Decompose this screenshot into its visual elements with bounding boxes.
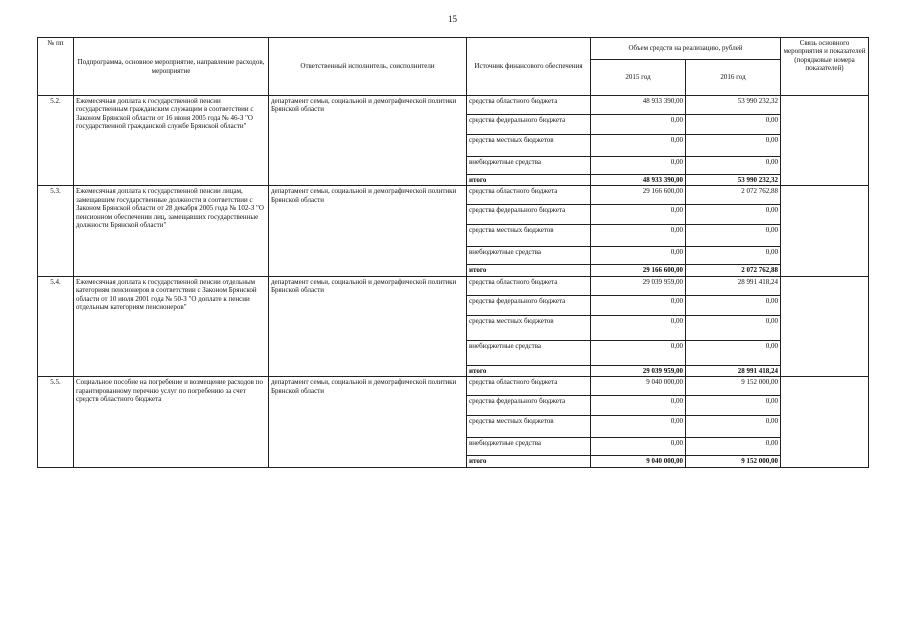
- source-offbudget: внебюджетные средства: [467, 157, 591, 175]
- source-federal: средства федерального бюджета: [467, 115, 591, 135]
- source-total: итого: [467, 456, 591, 467]
- amount-2015: 0,00: [591, 157, 686, 175]
- source-local: средства местных бюджетов: [467, 416, 591, 438]
- source-total: итого: [467, 175, 591, 186]
- amount-2016: 0,00: [686, 135, 781, 157]
- col-2015-header: 2015 год: [591, 60, 686, 96]
- source-federal: средства федерального бюджета: [467, 205, 591, 225]
- indicator-link: [781, 96, 869, 186]
- col-name-header: Подпрограмма, основное мероприятие, направление расходов, мероприятие: [74, 38, 269, 96]
- amount-2016: 0,00: [686, 115, 781, 135]
- total-2015: 29 039 959,00: [591, 365, 686, 376]
- amount-2015: 0,00: [591, 115, 686, 135]
- row-number: 5.3.: [38, 186, 74, 276]
- source-federal: средства федерального бюджета: [467, 295, 591, 315]
- amount-2016: 0,00: [686, 438, 781, 456]
- col-source-header: Источник финансового обеспечения: [467, 38, 591, 96]
- row-number: 5.4.: [38, 276, 74, 376]
- source-offbudget: внебюджетные средства: [467, 438, 591, 456]
- total-2016: 28 991 418,24: [686, 365, 781, 376]
- indicator-link: [781, 186, 869, 276]
- amount-2015: 0,00: [591, 340, 686, 365]
- measure-name: Социальное пособие на погребение и возмещение расходов по гарантированному перечню услуг по погребению за счет средств областного бюджета: [74, 377, 269, 467]
- amount-2015: 0,00: [591, 247, 686, 265]
- col-link-header: Связь основного мероприятия и показателей (порядковые номера показателей): [781, 38, 869, 96]
- col-executor-header: Ответственный исполнитель, соисполнители: [269, 38, 467, 96]
- amount-2016: 53 990 232,32: [686, 96, 781, 115]
- measure-name: Ежемесячная доплата к государственной пенсии государственным гражданским служащим в соответствии с Законом Брянской области от 16 июня 2005 года № 46-З "О государственной гражданской службе Брянской области": [74, 96, 269, 186]
- row-number: 5.5.: [38, 377, 74, 467]
- col-2016-header: 2016 год: [686, 60, 781, 96]
- header-row: [38, 38, 869, 60]
- amount-2016: 0,00: [686, 416, 781, 438]
- total-2015: 48 933 390,00: [591, 175, 686, 186]
- amount-2015: 0,00: [591, 315, 686, 340]
- executor: департамент семьи, социальной и демографической политики Брянской области: [269, 96, 467, 186]
- amount-2015: 0,00: [591, 396, 686, 416]
- amount-2015: 0,00: [591, 135, 686, 157]
- table-row: [38, 96, 869, 115]
- amount-2016: 0,00: [686, 396, 781, 416]
- measure-name: Ежемесячная доплата к государственной пенсии лицам, замещавшим государственные должности в соответствии с Законом Брянской области от 28 декабря 2005 года № 102-З "О пенсионном обеспечении лиц, замещавших государственные должности Брянской области": [74, 186, 269, 276]
- amount-2016: 9 152 000,00: [686, 377, 781, 396]
- amount-2016: 0,00: [686, 225, 781, 247]
- indicator-link: [781, 377, 869, 467]
- source-regional: средства областного бюджета: [467, 377, 591, 396]
- amount-2015: 48 933 390,00: [591, 96, 686, 115]
- total-2016: 2 072 762,88: [686, 265, 781, 276]
- table-row: [38, 276, 869, 295]
- amount-2015: 29 039 959,00: [591, 276, 686, 295]
- col-amount-header: Объем средств на реализацию, рублей: [591, 38, 781, 60]
- amount-2016: 0,00: [686, 157, 781, 175]
- amount-2016: 0,00: [686, 315, 781, 340]
- total-2016: 53 990 232,32: [686, 175, 781, 186]
- amount-2015: 9 040 000,00: [591, 377, 686, 396]
- amount-2016: 0,00: [686, 247, 781, 265]
- amount-2016: 0,00: [686, 340, 781, 365]
- indicator-link: [781, 276, 869, 376]
- source-total: итого: [467, 365, 591, 376]
- amount-2015: 0,00: [591, 205, 686, 225]
- amount-2015: 0,00: [591, 295, 686, 315]
- amount-2016: 0,00: [686, 295, 781, 315]
- amount-2016: 28 991 418,24: [686, 276, 781, 295]
- table-row: [38, 186, 869, 205]
- source-total: итого: [467, 265, 591, 276]
- table-row: [38, 377, 869, 396]
- source-regional: средства областного бюджета: [467, 186, 591, 205]
- total-2016: 9 152 000,00: [686, 456, 781, 467]
- executor: департамент семьи, социальной и демографической политики Брянской области: [269, 186, 467, 276]
- source-offbudget: внебюджетные средства: [467, 340, 591, 365]
- amount-2015: 29 166 600,00: [591, 186, 686, 205]
- source-regional: средства областного бюджета: [467, 96, 591, 115]
- amount-2016: 0,00: [686, 205, 781, 225]
- amount-2015: 0,00: [591, 438, 686, 456]
- total-2015: 9 040 000,00: [591, 456, 686, 467]
- amount-2015: 0,00: [591, 225, 686, 247]
- source-local: средства местных бюджетов: [467, 315, 591, 340]
- source-local: средства местных бюджетов: [467, 135, 591, 157]
- executor: департамент семьи, социальной и демографической политики Брянской области: [269, 377, 467, 467]
- amount-2016: 2 072 762,88: [686, 186, 781, 205]
- measure-name: Ежемесячная доплата к государственной пенсии отдельным категориям пенсионеров в соответствии с Законом Брянской области от 10 июля 2001 года № 50-З "О доплате к пенсии отдельным категориям пенсионеров": [74, 276, 269, 376]
- source-regional: средства областного бюджета: [467, 276, 591, 295]
- source-offbudget: внебюджетные средства: [467, 247, 591, 265]
- row-number: 5.2.: [38, 96, 74, 186]
- page-number: 15: [448, 14, 457, 24]
- col-num-header: № пп: [38, 38, 74, 96]
- executor: департамент семьи, социальной и демографической политики Брянской области: [269, 276, 467, 376]
- source-federal: средства федерального бюджета: [467, 396, 591, 416]
- source-local: средства местных бюджетов: [467, 225, 591, 247]
- total-2015: 29 166 600,00: [591, 265, 686, 276]
- amount-2015: 0,00: [591, 416, 686, 438]
- financing-table: [37, 37, 869, 468]
